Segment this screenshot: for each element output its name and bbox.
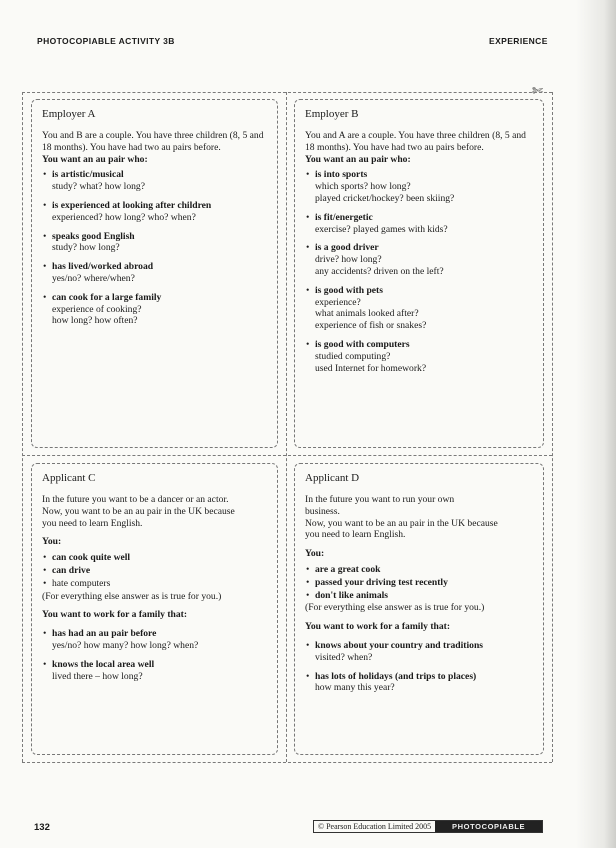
- item-prompt: any accidents? driven on the left?: [315, 265, 444, 277]
- list-item: [42, 565, 267, 577]
- bullet-icon: •: [43, 199, 47, 211]
- bullet-icon: •: [306, 589, 310, 601]
- item-prompt: lived there – how long?: [52, 670, 143, 682]
- item-head: can drive: [52, 564, 91, 576]
- list-item: [42, 169, 267, 193]
- bullet-icon: •: [306, 169, 310, 181]
- list-item: [305, 242, 533, 277]
- cut-line-top: [22, 92, 552, 93]
- item-head: has lots of holidays (and trips to places): [315, 670, 477, 682]
- page-number: 132: [34, 822, 50, 833]
- item-prompt: experience of fish or snakes?: [315, 320, 427, 332]
- bullet-icon: •: [43, 658, 47, 670]
- scan-shadow: [576, 0, 616, 848]
- bullet-icon: •: [43, 230, 47, 242]
- item-head: is good with computers: [315, 338, 410, 350]
- list-item: [42, 231, 267, 255]
- item-head: hate computers: [52, 577, 111, 589]
- bullet-icon: •: [43, 261, 47, 273]
- card-intro: You and A are a couple. You have three children (8, 5 and 18 months). You have had two au pairs before.: [305, 130, 526, 153]
- future-text: In the future you want to run your own business.: [305, 494, 455, 517]
- list-item: [305, 671, 533, 695]
- now-text: Now, you want to be an au pair in the UK because you need to learn English.: [305, 517, 498, 541]
- item-prompt: drive? how long?: [315, 254, 382, 266]
- family-label: You want to work for a family that:: [305, 621, 451, 633]
- list-item: [42, 292, 267, 327]
- cut-line-middle-vertical: [286, 92, 287, 762]
- item-head: is good with pets: [315, 284, 383, 296]
- bullet-icon: •: [43, 564, 47, 576]
- list-item: [305, 590, 533, 602]
- you-list: [305, 564, 533, 601]
- list-item: [42, 200, 267, 224]
- card-title: Applicant C: [42, 472, 96, 484]
- item-prompt: how long? how often?: [52, 315, 138, 327]
- bullet-icon: •: [306, 242, 310, 254]
- list-item: [305, 640, 533, 664]
- item-head: has lived/worked abroad: [52, 261, 154, 273]
- want-label: You want an au pair who:: [42, 153, 148, 165]
- family-list: [42, 628, 267, 682]
- you-list: [42, 552, 267, 589]
- list-item: [305, 285, 533, 332]
- bullet-icon: •: [43, 169, 47, 181]
- list-item: [305, 564, 533, 576]
- item-prompt: used Internet for homework?: [315, 362, 427, 374]
- item-head: don't like animals: [315, 589, 389, 601]
- cut-line-middle-horizontal: [22, 455, 552, 456]
- copyright-text: © Pearson Education Limited 2005: [318, 822, 432, 831]
- bullet-icon: •: [43, 628, 47, 640]
- item-head: passed your driving test recently: [315, 576, 448, 588]
- section-header: EXPERIENCE: [489, 36, 548, 46]
- item-prompt: yes/no? how many? how long? when?: [52, 639, 199, 651]
- list-item: [42, 628, 267, 652]
- bullet-icon: •: [306, 563, 310, 575]
- card-title: Applicant D: [305, 472, 360, 484]
- list-item: [305, 169, 533, 204]
- item-prompt: what animals looked after?: [315, 308, 419, 320]
- now-text: Now, you want to be an au pair in the UK because you need to learn English.: [42, 505, 235, 529]
- item-head: can cook quite well: [52, 552, 131, 564]
- copyright-strip: [313, 820, 543, 833]
- item-head: can cook for a large family: [52, 291, 162, 303]
- item-head: speaks good English: [52, 230, 135, 242]
- item-prompt: yes/no? where/when?: [52, 272, 135, 284]
- requirements-list: [42, 169, 267, 327]
- cut-line-left: [22, 92, 23, 762]
- list-item: [305, 339, 533, 374]
- card-employer-b: [294, 99, 544, 448]
- bullet-icon: •: [43, 577, 47, 589]
- item-head: is experienced at looking after children: [52, 199, 212, 211]
- want-label: You want an au pair who:: [305, 153, 411, 165]
- list-item: [305, 577, 533, 589]
- list-item: [42, 552, 267, 564]
- item-prompt: which sports? how long?: [315, 181, 411, 193]
- item-head: knows about your country and traditions: [315, 639, 484, 651]
- item-head: is into sports: [315, 169, 368, 181]
- item-head: knows the local area well: [52, 658, 155, 670]
- photocopiable-badge: PHOTOCOPIABLE: [435, 821, 542, 832]
- scissors-icon: ✄: [532, 84, 543, 99]
- cut-line-right: [552, 92, 553, 762]
- you-label: You:: [42, 536, 62, 548]
- note-text: (For everything else answer as is true for you.): [305, 602, 485, 614]
- item-prompt: exercise? played games with kids?: [315, 223, 448, 235]
- item-head: are a great cook: [315, 563, 381, 575]
- bullet-icon: •: [306, 211, 310, 223]
- item-prompt: visited? when?: [315, 651, 373, 663]
- future-text: In the future you want to be a dancer or an actor.: [42, 494, 229, 505]
- card-employer-a: [31, 99, 278, 448]
- cut-line-bottom: [22, 762, 552, 763]
- you-label: You:: [305, 548, 325, 560]
- list-item: [42, 659, 267, 683]
- card-title: Employer B: [305, 108, 359, 120]
- card-intro: You and B are a couple. You have three children (8, 5 and 18 months). You have had two au pairs before.: [42, 130, 264, 153]
- item-prompt: experience of cooking?: [52, 303, 142, 315]
- card-applicant-d: [294, 463, 544, 755]
- item-prompt: played cricket/hockey? been skiing?: [315, 192, 455, 204]
- card-applicant-c: [31, 463, 278, 755]
- bullet-icon: •: [306, 576, 310, 588]
- item-prompt: study? what? how long?: [52, 181, 145, 193]
- item-prompt: experience?: [315, 296, 361, 308]
- item-prompt: how many this year?: [315, 682, 395, 694]
- item-head: is fit/energetic: [315, 211, 373, 223]
- item-prompt: study? how long?: [52, 242, 120, 254]
- item-head: is artistic/musical: [52, 169, 124, 181]
- item-prompt: studied computing?: [315, 350, 391, 362]
- item-head: is a good driver: [315, 242, 379, 254]
- list-item: [42, 261, 267, 285]
- item-head: has had an au pair before: [52, 628, 157, 640]
- bullet-icon: •: [306, 338, 310, 350]
- bullet-icon: •: [306, 639, 310, 651]
- item-prompt: experienced? how long? who? when?: [52, 211, 196, 223]
- note-text: (For everything else answer as is true for you.): [42, 590, 222, 602]
- bullet-icon: •: [306, 670, 310, 682]
- family-label: You want to work for a family that:: [42, 609, 188, 621]
- card-title: Employer A: [42, 108, 96, 120]
- activity-header: PHOTOCOPIABLE ACTIVITY 3B: [37, 36, 175, 46]
- list-item: [42, 578, 267, 590]
- family-list: [305, 640, 533, 694]
- bullet-icon: •: [43, 291, 47, 303]
- bullet-icon: •: [306, 284, 310, 296]
- bullet-icon: •: [43, 552, 47, 564]
- requirements-list: [305, 169, 533, 374]
- list-item: [305, 212, 533, 236]
